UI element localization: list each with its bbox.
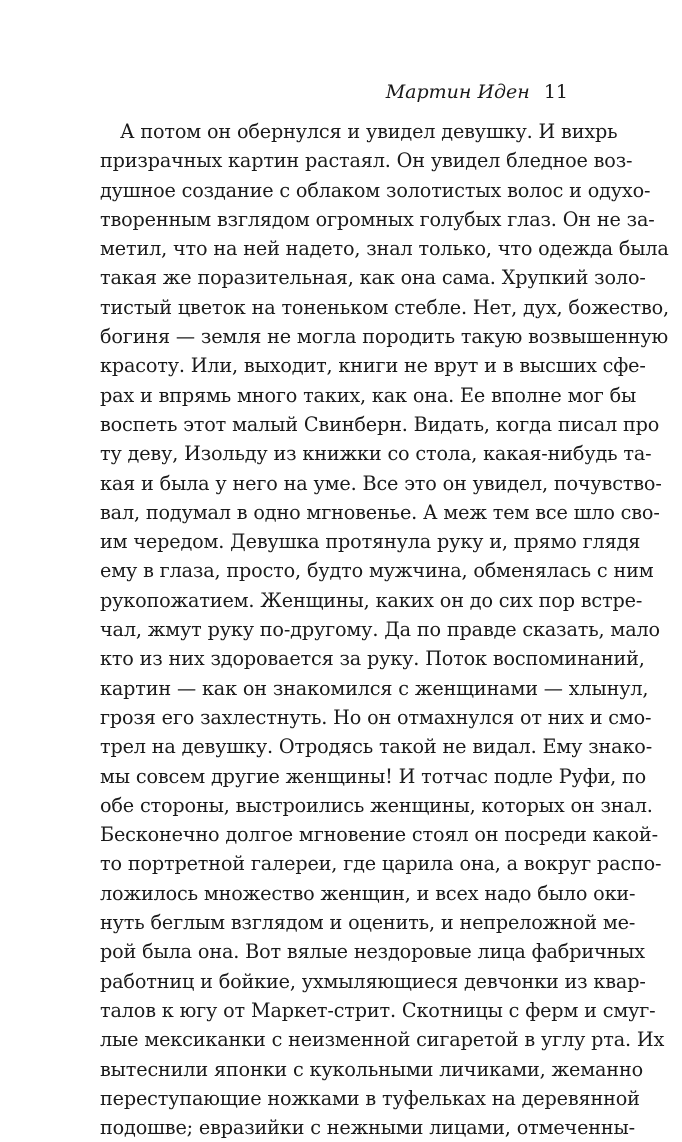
text-line: подошве; евразийки с нежными лицами, отмеченны- (100, 1116, 636, 1140)
text-line: то портретной галереи, где царила она, а вокруг распо- (100, 852, 662, 876)
text-line: переступающие ножками в туфельках на деревянной (100, 1086, 640, 1110)
text-line: рах и впрямь много таких, как она. Ее вполне мог бы (100, 383, 637, 407)
text-line: вал, подумал в одно мгновенье. А меж тем все шло сво- (100, 500, 660, 524)
page-number: 11 (543, 81, 568, 103)
text-line: вытеснили японки с кукольными личиками, жеманно (100, 1057, 643, 1081)
body-text (100, 117, 669, 1142)
text-line: ложилось множество женщин, и всех надо было оки- (100, 881, 636, 905)
text-line: тистый цветок на тоненьком стебле. Нет, дух, божество, (100, 295, 669, 319)
text-line: работниц и бойкие, ухмыляющиеся девчонки из квар- (100, 969, 646, 993)
text-line: нуть беглым взглядом и оценить, и непреложной ме- (100, 911, 636, 935)
text-line: такая же поразительная, как она сама. Хрупкий золо- (100, 266, 646, 290)
text-line: богиня — земля не могла породить такую возвышенную (100, 325, 669, 349)
text-line: рой была она. Вот вялые нездоровые лица фабричных (100, 940, 645, 964)
text-line: кто из них здоровается за руку. Поток воспоминаний, (100, 647, 645, 671)
running-header-title: Мартин Иден (385, 81, 530, 103)
text-line: мы совсем другие женщины! И тотчас подле Руфи, по (100, 764, 647, 788)
text-line: воспеть этот малый Свинберн. Видать, когда писал про (100, 412, 660, 436)
text-line: грозя его захлестнуть. Но он отмахнулся от них и смо- (100, 705, 652, 729)
text-line: кая и была у него на уме. Все это он увидел, почувство- (100, 471, 662, 495)
text-line: душное создание с облаком золотистых волос и одухо- (100, 178, 651, 202)
running-header (386, 80, 568, 104)
text-line: картин — как он знакомился с женщинами — хлынул, (100, 676, 649, 700)
text-line: ту деву, Изольду из книжки со стола, какая-нибудь та- (100, 442, 652, 466)
text-line: рукопожатием. Женщины, каких он до сих пор встре- (100, 588, 643, 612)
text-line: лые мексиканки с неизменной сигаретой в углу рта. Их (100, 1028, 665, 1052)
text-line: им чередом. Девушка протянула руку и, прямо глядя (100, 530, 641, 554)
text-line: ему в глаза, просто, будто мужчина, обменялась с ним (100, 559, 654, 583)
text-line: призрачных картин растаял. Он увидел бледное воз- (100, 149, 633, 173)
text-line: А потом он обернулся и увидел девушку. И вихрь (120, 120, 618, 143)
text-line: творенным взглядом огромных голубых глаз. Он не за- (100, 207, 655, 231)
text-line: Бесконечно долгое мгновение стоял он посреди какой- (100, 823, 658, 847)
text-line: талов к югу от Маркет-стрит. Скотницы с ферм и смуг- (100, 998, 656, 1022)
text-line: чал, жмут руку по-другому. Да по правде сказать, мало (100, 618, 660, 642)
text-line: метил, что на ней надето, знал только, что одежда была (100, 237, 669, 261)
text-line: обе стороны, выстроились женщины, которых он знал. (100, 793, 653, 817)
text-line: красоту. Или, выходит, книги не врут и в высших сфе- (100, 354, 646, 378)
text-line: трел на девушку. Отродясь такой не видал. Ему знако- (100, 735, 653, 759)
